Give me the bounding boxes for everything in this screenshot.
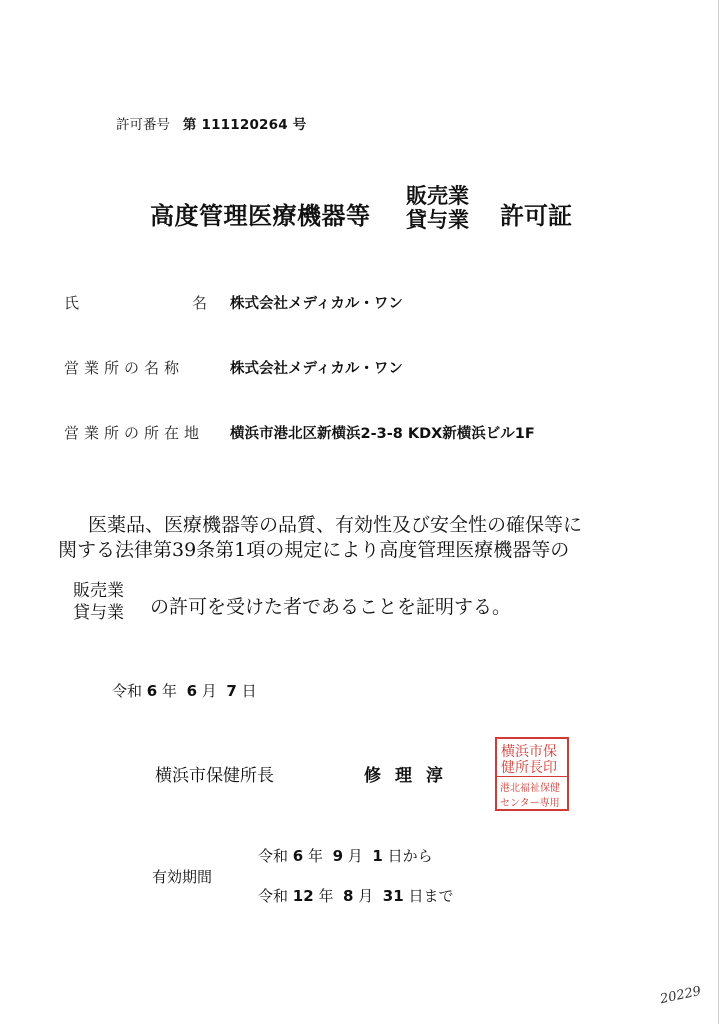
validity-from-era: 令和 bbox=[258, 847, 289, 865]
office-address-label: 営業所の所在地 bbox=[64, 424, 205, 442]
issue-date-month: 6 bbox=[186, 682, 198, 700]
title-tail: 許可証 bbox=[500, 202, 572, 230]
name-label-part2: 名 bbox=[192, 294, 213, 312]
title-stack-lease: 貸与業 bbox=[406, 208, 469, 232]
seal-divider bbox=[497, 776, 567, 777]
issue-date-day: 7 bbox=[226, 682, 237, 700]
office-name-value: 株式会社メディカル・ワン bbox=[230, 361, 403, 377]
permit-number-value: 第 111120264 号 bbox=[182, 117, 307, 133]
validity-from-year-unit: 年 bbox=[308, 847, 324, 865]
title-business-type-stack bbox=[406, 184, 469, 232]
title-stack-sales: 販売業 bbox=[406, 184, 469, 208]
issue-date-year-unit: 年 bbox=[162, 682, 178, 700]
name-value: 株式会社メディカル・ワン bbox=[230, 296, 403, 312]
cert-statement: の許可を受けた者であることを証明する。 bbox=[150, 596, 512, 618]
seal-line-3: 港北福祉保健 bbox=[500, 783, 560, 794]
validity-to-month: 8 bbox=[343, 887, 354, 905]
permit-number-label: 許可番号 bbox=[116, 117, 170, 133]
cert-stack-sales: 販売業 bbox=[73, 581, 124, 601]
validity-from-month-unit: 月 bbox=[347, 847, 363, 865]
permit-number-line bbox=[116, 113, 306, 133]
validity-from-year: 6 bbox=[292, 847, 304, 865]
issuer-name: 修理淳 bbox=[364, 766, 457, 786]
validity-to-month-unit: 月 bbox=[358, 887, 374, 905]
validity-from-day: 1 bbox=[372, 847, 383, 865]
validity-to-suffix: 日まで bbox=[408, 887, 454, 905]
cert-business-type-stack bbox=[73, 580, 124, 624]
seal-line-2: 健所長印 bbox=[501, 760, 557, 776]
official-seal bbox=[495, 737, 569, 811]
validity-from-suffix: 日から bbox=[387, 847, 433, 865]
issue-date-day-unit: 日 bbox=[241, 682, 257, 700]
validity-to bbox=[258, 885, 453, 906]
issue-date bbox=[112, 680, 257, 701]
validity-from bbox=[258, 845, 433, 866]
scan-edge-line bbox=[718, 0, 719, 1024]
issuer-title: 横浜市保健所長 bbox=[155, 766, 274, 786]
validity-to-day: 31 bbox=[382, 887, 404, 905]
name-label-part1: 氏 bbox=[64, 294, 85, 312]
validity-to-era: 令和 bbox=[258, 887, 289, 905]
office-address-value: 横浜市港北区新横浜2-3-8 KDX新横浜ビル1F bbox=[230, 426, 535, 442]
title-main: 高度管理医療機器等 bbox=[150, 202, 371, 230]
office-name-label: 営業所の名称 bbox=[64, 359, 185, 377]
body-line-2: 関する法律第39条第1項の規定により高度管理医療機器等の bbox=[58, 539, 570, 561]
handwritten-annotation: 20229 bbox=[658, 983, 703, 1008]
validity-to-year-unit: 年 bbox=[318, 887, 334, 905]
validity-to-year: 12 bbox=[292, 887, 314, 905]
seal-line-1: 横浜市保 bbox=[501, 744, 557, 760]
issue-date-month-unit: 月 bbox=[201, 682, 217, 700]
seal-line-4: センター専用 bbox=[500, 798, 560, 809]
body-line-1: 医薬品、医療機器等の品質、有効性及び安全性の確保等に bbox=[88, 514, 583, 536]
cert-stack-lease: 貸与業 bbox=[73, 603, 124, 623]
issue-date-year: 6 bbox=[146, 682, 158, 700]
validity-label: 有効期間 bbox=[152, 868, 213, 886]
validity-from-month: 9 bbox=[332, 847, 344, 865]
issue-date-era: 令和 bbox=[112, 682, 143, 700]
